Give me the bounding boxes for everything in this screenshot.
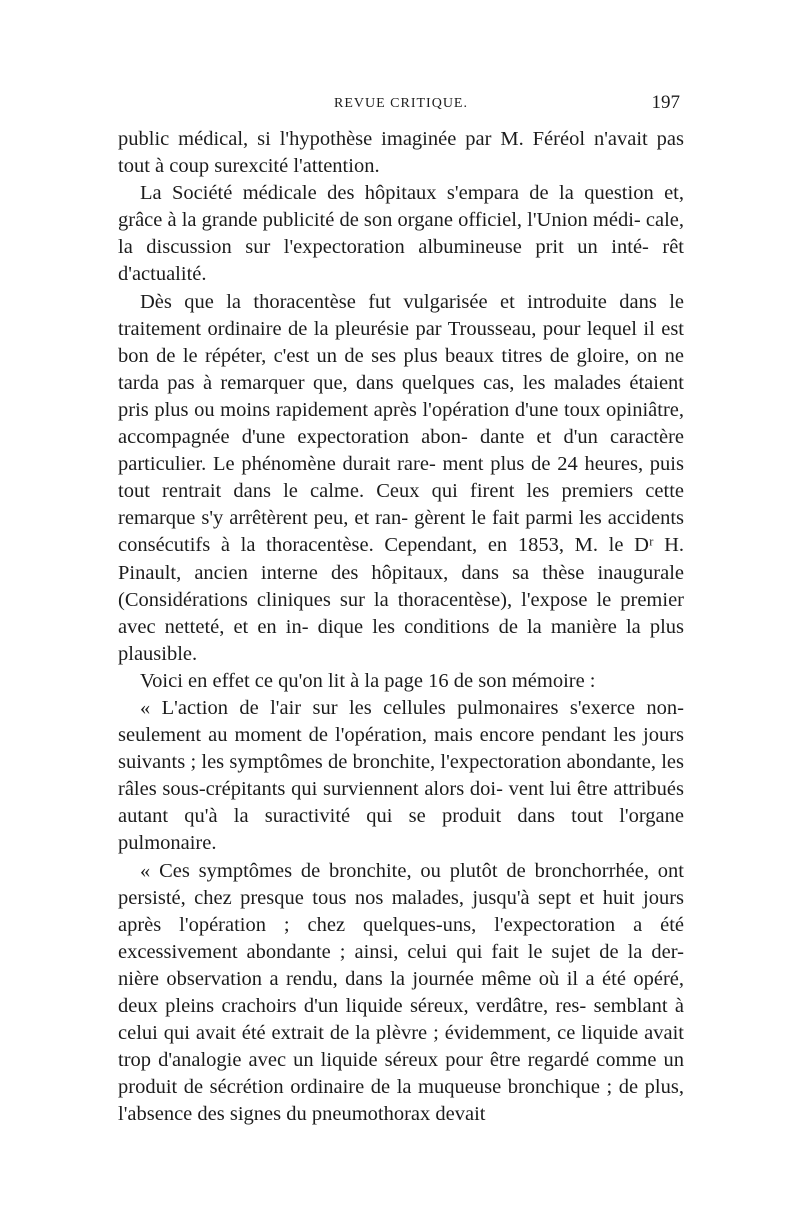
text-line: qui firent les premiers cette remarque s'y arrêtèrent peu, et ran- [118, 480, 684, 530]
paragraph [118, 180, 684, 288]
text-line: jours après l'opération ; chez quelques-uns, l'expectoration a été [118, 886, 685, 936]
text-line: traitement ordinaire de la pleurésie par Trousseau, pour lequel [118, 317, 637, 340]
page-number: 197 [651, 92, 680, 113]
text-line: rêt d'actualité. [118, 236, 684, 286]
paragraph [118, 289, 684, 668]
text-line: regardé comme un produit de sécrétion ordinaire de la muqueuse [118, 1049, 685, 1099]
text-line: excessivement abondante ; ainsi, celui qui fait le sujet de la der- [118, 940, 684, 963]
text-line: « L'action de l'air sur les cellules pulmonaires s'exerce non- [140, 696, 684, 719]
text-line: nière observation a rendu, dans la journée même où il a été [118, 967, 626, 990]
paragraph [118, 858, 684, 1129]
text-line: public médical, si l'hypothèse imaginée par M. Féréol n'avait [118, 128, 648, 150]
text-line: jours suivants ; les symptômes de bronchite, l'expectoration [118, 724, 685, 774]
text-line: Dès que la thoracentèse fut vulgarisée et introduite dans le [140, 290, 684, 313]
paragraph [118, 695, 684, 858]
running-head [118, 92, 684, 118]
text-line: pas tout à coup surexcité l'attention. [118, 128, 684, 178]
text-line: grâce à la grande publicité de son organe officiel, l'Union médi- [118, 209, 641, 232]
text-line: sur la thoracentèse), l'expose le premier avec netteté, et en in- [118, 588, 684, 638]
text-line: seulement au moment de l'opération, mais encore pendant les [118, 724, 636, 747]
text-line: il est bon de le répéter, c'est un de ses plus beaux titres de [118, 317, 685, 367]
text-line: cale, la discussion sur l'expectoration albumineuse prit un inté- [118, 209, 685, 259]
body-text [118, 126, 684, 1128]
text-line: Voici en effet ce qu'on lit à la page 16 de son mémoire : [140, 669, 596, 692]
text-line: abondante, les râles sous-crépitants qui surviennent alors doi- [118, 751, 684, 801]
text-line: liquide avait trop d'analogie avec un liquide séreux pour être [118, 1022, 685, 1072]
text-line: malades étaient pris plus ou moins rapidement après l'opération [118, 371, 684, 421]
text-line: vent lui être attribués autant qu'à la suractivité qui se produit [118, 778, 685, 828]
text-line: dique les conditions de la manière la plus plausible. [118, 615, 684, 665]
running-title: REVUE CRITIQUE. [334, 96, 468, 111]
text-line: persisté, chez presque tous nos malades, jusqu'à sept et huit [118, 886, 635, 909]
text-line: dante et d'un caractère particulier. Le phénomène durait rare- [118, 426, 684, 476]
text-line: dans tout l'organe pulmonaire. [118, 805, 684, 855]
text-line: des hôpitaux, dans sa thèse inaugurale (Considérations cliniques [118, 561, 685, 611]
text-line: gloire, on ne tarda pas à remarquer que, dans quelques cas, les [118, 344, 684, 394]
paragraph [118, 126, 684, 180]
text-line: opéré, deux pleins crachoirs d'un liquide séreux, verdâtre, res- [118, 967, 685, 1017]
text-line: « Ces symptômes de bronchite, ou plutôt de bronchorrhée, ont [140, 859, 684, 882]
paragraph [118, 668, 684, 695]
text-line: La Société médicale des hôpitaux s'empara de la question et, [140, 182, 684, 205]
text-line: Cependant, en 1853, M. le Dʳ H. Pinault, ancien interne [118, 534, 684, 584]
text-line: semblant à celui qui avait été extrait de la plèvre ; évidemment, ce [118, 995, 684, 1045]
text-line: ment plus de 24 heures, puis tout rentrait dans le calme. Ceux [118, 453, 684, 503]
text-line: bronchique ; de plus, l'absence des signes du pneumothorax devait [118, 1076, 684, 1126]
text-line: d'une toux opiniâtre, accompagnée d'une expectoration abon- [118, 398, 684, 449]
text-line: gèrent le fait parmi les accidents consécutifs à la thoracentèse. [118, 507, 684, 557]
